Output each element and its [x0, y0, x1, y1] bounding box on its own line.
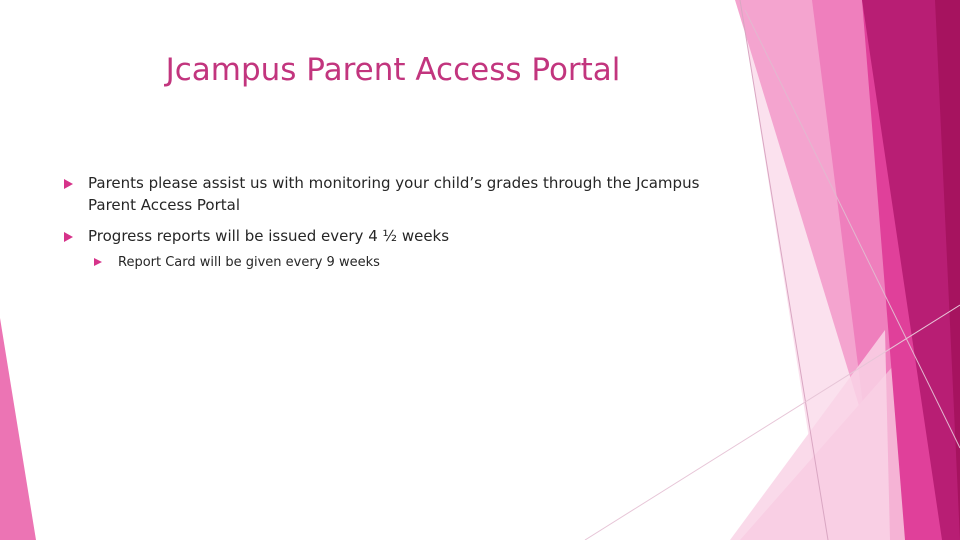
triangle-right-icon [64, 179, 73, 189]
bullet-list [64, 172, 704, 281]
left-edge-shape [0, 318, 36, 540]
bullet-item [64, 172, 704, 216]
bullet-text: Parents please assist us with monitoring your child’s grades through the Jcampus Parent Access Portal [88, 174, 700, 214]
bullet-item [64, 225, 704, 272]
triangle-right-icon [94, 258, 102, 266]
sub-bullet-text: Report Card will be given every 9 weeks [118, 255, 380, 270]
slide-title: Jcampus Parent Access Portal [165, 52, 621, 88]
triangle-right-icon [64, 232, 73, 242]
bullet-text: Progress reports will be issued every 4 ½ weeks [88, 227, 450, 245]
sub-bullet-list [94, 253, 704, 272]
sub-bullet-item [94, 253, 704, 272]
